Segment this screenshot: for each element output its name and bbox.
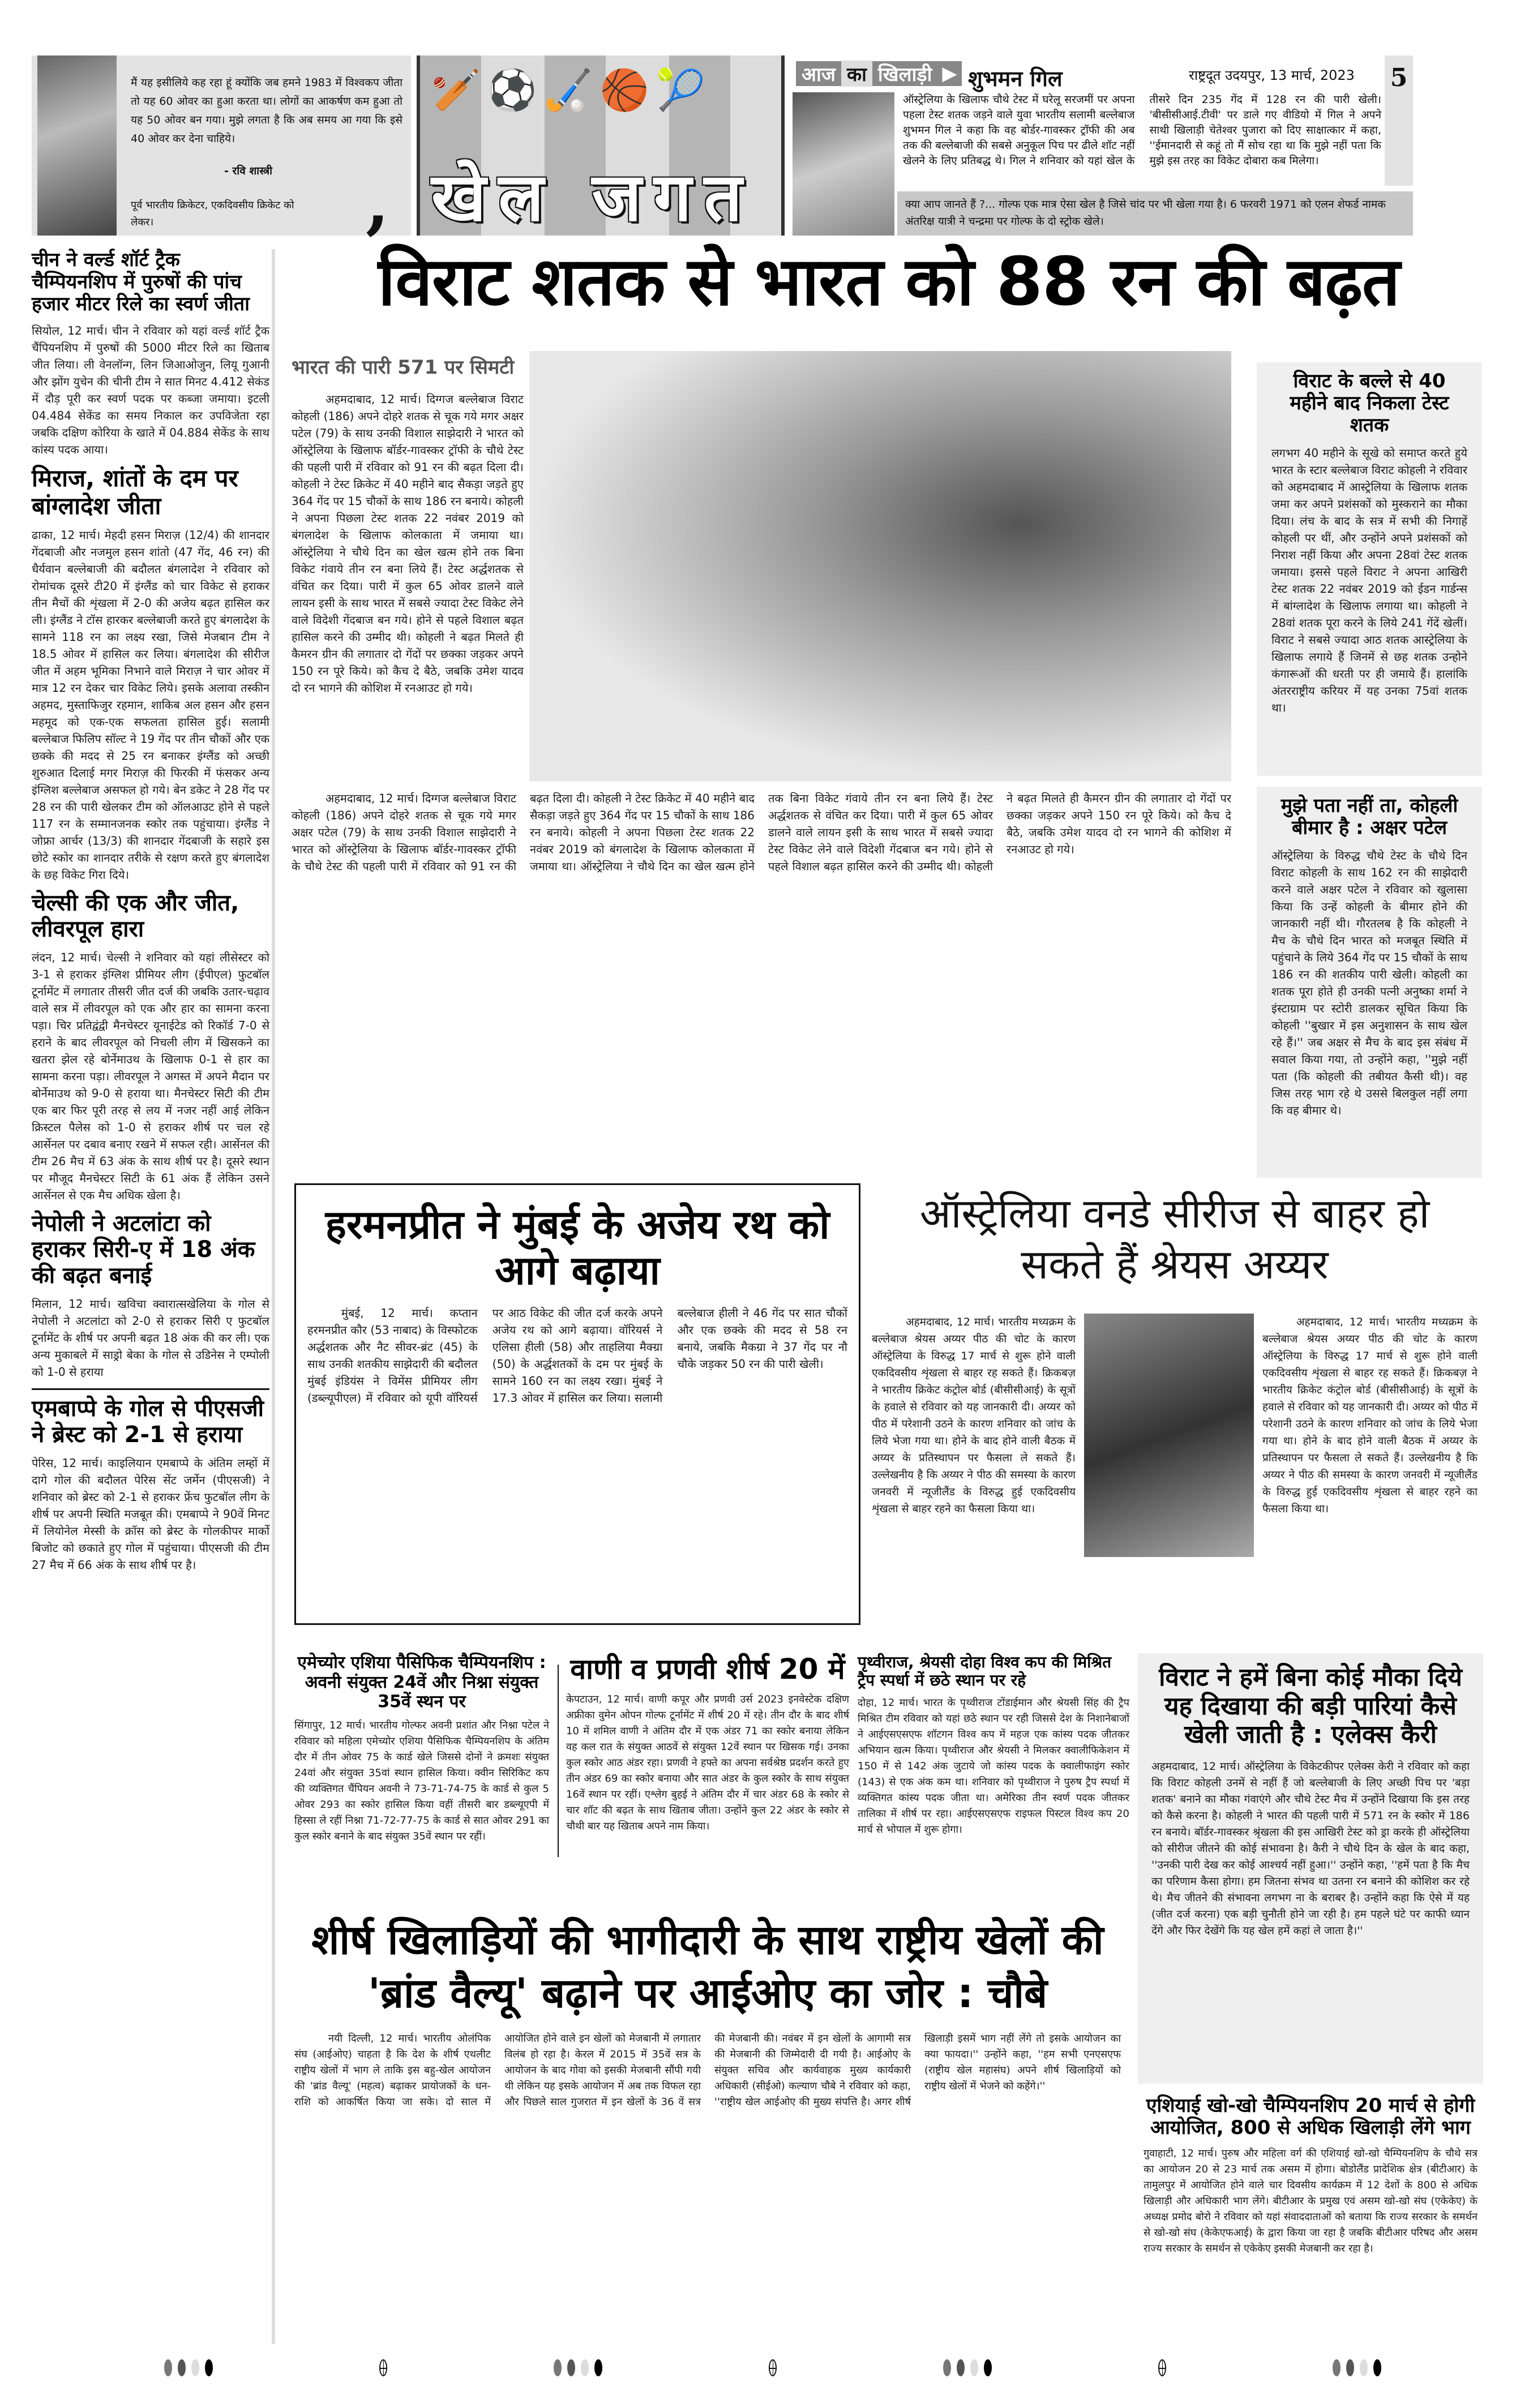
- article-bangladesh: [32, 465, 269, 883]
- crosshair-icon: [379, 2359, 387, 2376]
- lead-paragraph: अहमदाबाद, 12 मार्च। दिग्गज बल्लेबाज विराट कोहली (186) अपने दोहरे शतक से चूक गये मगर अक्षर पटेल (79) के साथ उनकी विशाल साझेदारी ने भारत को ऑस्ट्रेलिया के खिलाफ बॉर्डर-गावस्कर ट्रॉफी के चौथे टेस्ट की पहली पारी में रविवार को 91 रन की बढ़त दिला दी। कोहली ने टेस्ट क्रिकेट में 40 महीने बाद सैकड़ा जड़ते हुए 364 गेंद पर 15 चौकों के साथ 186 रन बनाये। कोहली ने अपना पिछला टेस्ट शतक 22 नवंबर 2019 को बंगलादेश के खिलाफ कोलकाता में जमाया था। ऑस्ट्रेलिया ने चौथे दिन का खेल खत्म होने तक बिना विकेट गंवाये तीन रन बना लिये हैं। टेस्ट अर्द्धशतक से वंचित कर दिया। पारी में कुल 65 ओवर डालने वाले लायन इसी के साथ भारत में सबसे ज्यादा टेस्ट विकेट लेने वाले विदेशी गेंदबाज बन गये। होने से पहले विशाल बढ़त हासिल करने की उम्मीद थी। कोहली ने बढ़त मिलते ही कैमरन ग्रीन की लगातार दो गेंदों पर छक्का जड़कर अपने 150 रन पूरे किये। को कैच दे बैठे, जबकि उमेश यादव दो रन भागने की कोशिश में रनआउट हो गये।: [292, 392, 524, 695]
- article-body: ढाका, 12 मार्च। मेहदी हसन मिराज़ (12/4) की शानदार गेंदबाजी और नजमुल हसन शांतो (47 गेंद, 46 रन) की धैर्यवान बल्लेबाजी की बदौलत बंगलादेश ने रविवार को रोमांचक दूसरे टी20 में इंग्लैंड को चार विकेट से हराकर तीन मैचों की शृंखला में 2-0 की अजेय बढ़त हासिल कर ली। इंग्लैंड ने टॉस हारकर बल्लेबाजी करते हुए बंगलादेश के सामने 118 रन का लक्ष्य रखा, जिसे मेजबान टीम ने 18.5 ओवर में हासिल कर लिया। बंगलादेश की सीरीज जीत में अहम भूमिका निभाने वाले मिराज़ ने चार ओवर में मात्र 12 रन देकर चार विकेट लिये। इसके अलावा तस्कीन अहमद, मुस्ताफिजुर रहमान, शाकिब अल हसन और हसन महमूद को एक-एक सफलता हासिल हुई। सलामी बल्लेबाज फिलिप सॉल्ट ने 19 गेंद पर तीन चौकों और एक छक्के की मदद से 25 रन बनाकर इंग्लैंड को अच्छी शुरुआत दिलाई मगर मिराज़ की फिरकी में फंसकर अन्य इंग्लिश बल्लेबाज असफल हो गये। बेन डकेट ने 28 गेंद पर 28 रन की पारी खेलकर टीम को ऑलआउट होने से पहले 117 रन के सम्मानजनक स्कोर तक पहुंचाया। इंग्लैंड ने जोफ्रा आर्चर (13/3) की शानदार गेंदबाजी के सहारे इस छोटे स्कोर का शानदार तरीके से रक्षण करते हुए बंगलादेश के छह विकेट गिरा दिये।: [32, 528, 269, 882]
- quote-caption: पूर्व भारतीय क्रिकेटर, एकदिवसीय क्रिकेट को लेकर।: [131, 199, 294, 228]
- article-body: लगभग 40 महीने के सूखे को समाप्त करते हुये भारत के स्टार बल्लेबाज विराट कोहली ने रविवार को अहमदाबाद में आस्ट्रेलिया के खिलाफ शतक जमा कर अपने प्रशंसकों को मुस्कराने का मौका दिया। लंच के बाद के सत्र में सभी की निगाहें कोहली पर थीं, और उन्होंने अपने प्रशंसकों को निराश नहीं किया और अपना 28वां टेस्ट शतक जमाया। इससे पहले विराट ने अपना आखिरी टेस्ट शतक 22 नवंबर 2019 को ईडन गार्डन्स में बांग्लादेश के खिलाफ लगाया था। कोहली ने 28वां शतक पूरा करने के लिये 241 गेंदें खेलीं। विराट ने सबसे ज्यादा आठ शतक आस्ट्रेलिया के खिलाफ लगाये हैं जिनमें से छह शतक उन्होने कंगारूओं की धरती पर ही जमाये हैं। हालांकि अंतरराष्ट्रीय करियर में यह उनका 75वां शतक था।: [1271, 446, 1467, 715]
- quote-mark-icon: ,: [366, 162, 389, 242]
- headline: नेपोली ने अटलांटा को हराकर सिरी-ए में 18 अंक की बढ़त बनाई: [32, 1210, 255, 1289]
- article-body: मिलान, 12 मार्च। खविचा क्वारात्सखेलिया के गोल से नेपोली ने अटलांटा को 2-0 से हराकर सिरी ए फुटबॉल टूर्नामेंट के शीर्ष पर अपनी बढ़त 18 अंक की कर ली। एक अन्य मुकाबले में साड्रो बेका के गोल से उडिनेस ने एम्पोली को 1-0 से हराया: [32, 1297, 269, 1379]
- article-napoli: [32, 1211, 269, 1380]
- article-body: सियोल, 12 मार्च। चीन ने रविवार को यहां वर्ल्ड शॉर्ट ट्रैक चैंपियनशिप में पुरुषों की 5000 मीटर रिले का खिताब जीत लिया। ली वेनलॉन्ग, लिन जिआओजुन, लियू गुआनी और झोंग युचेन की चीनी टीम ने सात मिनट 4.412 सेकंड में दौड़ पूरी कर स्वर्ण पदक पर कब्जा जमाया। इटली 04.484 सेकेंड का समय निकाल कर उपविजेता रहा जबकि दक्षिण कोरिया के खाते में 04.884 सेकेंड के साथ कांस्य पदक आया।: [32, 324, 269, 457]
- headline: विराट ने हमें बिना कोई मौका दिये यह दिखाया की बड़ी पारियां कैसे खेली जाती है : एलेक्स कैरी: [1159, 1663, 1462, 1750]
- headline: विराट के बल्ले से 40 महीने बाद निकला टेस्ट शतक: [1290, 370, 1449, 437]
- sports-icons: 🏏⚽🏑🏀🎾: [431, 67, 712, 113]
- article-chelsea: [32, 890, 269, 1204]
- color-bar: [943, 2359, 992, 2376]
- article-kho-kho: [1138, 2095, 1483, 2350]
- player-of-day: [793, 55, 1413, 236]
- ravi-shastri-photo: [37, 55, 117, 236]
- article-ioa: [283, 1914, 1132, 2350]
- label-aaj: आज: [802, 63, 836, 86]
- player-label: [796, 61, 962, 86]
- quote-text: मैं यह इसीलिये कह रहा हूं क्योंकि जब हमने 1983 में विश्वकप जीता तो यह 60 ओवर का हुआ करता था। लोगों का आकर्षण कम हुआ तो यह 50 ओवर बन गया। मुझे लगता है कि अब समय आ गया कि इसे 40 ओवर कर देना चाहिये।: [131, 76, 402, 145]
- headline: वाणी व प्रणवी शीर्ष 20 में: [570, 1653, 845, 1686]
- crosshair-icon: [1158, 2359, 1166, 2376]
- headline: चेल्सी की एक और जीत, लीवरपूल हारा: [32, 889, 239, 942]
- color-bar: [1333, 2359, 1381, 2376]
- article-psg: [32, 1388, 269, 1573]
- quote-box: [32, 55, 411, 242]
- column-divider: [272, 249, 275, 2344]
- arrow-right-icon: ▶: [942, 62, 957, 85]
- article-vani-pranavi: [566, 1653, 849, 1880]
- shreyas-iyer-photo: [1084, 1314, 1254, 1557]
- headline: ऑस्ट्रेलिया वनडे सीरीज से बाहर हो सकते हैं श्रेयस अय्यर: [919, 1190, 1430, 1288]
- article-amateur-asia: [294, 1653, 549, 1880]
- headline: पृथ्वीराज, श्रेयसी दोहा विश्व कप की मिश्रित ट्रैप स्पर्धा में छठे स्थान पर रहे: [858, 1653, 1112, 1690]
- lead-body-b: [292, 790, 1231, 1107]
- article-body: केपटाउन, 12 मार्च। वाणी कपूर और प्रणवी उर्स 2023 इनवेस्टेक दक्षिण अफ्रीका वुमेन ओपन गोल्फ टूर्नामेंट में शीर्ष 20 में रहे। तीन दौर के बाद शीर्ष 10 में शमिल वाणी ने अंतिम दौर में एक अंडर 71 का स्कोर बनाया लेकिन वह कल रात के संयुक्त आठवें से संयुक्त 12वें स्थान पर खिसक गई। उनका कुल स्कोर आठ अंडर रहा। प्रणवी ने हफ्ते का अपना सर्वश्रेष्ठ प्रदर्शन करते हुए तीन अंडर 69 का स्कोर बनाया और सात अंडर के कुल स्कोर के साथ संयुक्त 16वें स्थान पर रहीं। एश्लेग बुहई ने अंतिम दौर में चार अंडर 68 के स्कोर से चार शॉट की बढ़त के साथ खिताब जीता। उन्होंने कुल 22 अंडर के स्कोर से चौथी बार यह खिताब अपने नाम किया।: [566, 1693, 849, 1832]
- article-body: अहमदाबाद, 12 मार्च। ऑस्ट्रेलिया के विकेटकीपर एलेक्स केरी ने रविवार को कहा कि विराट कोहली उनमें से नहीं हैं जो बल्लेबाजी के लिए अच्छी पिच पर 'बड़ा शतक' बनाने का मौका गंवाएंगे और चौथे टेस्ट मैच में उन्होंने दिखाया कि इस तरह को कैसे करना है। कोहली ने भारत की पहली पारी में 571 रन के स्कोर में 186 रन बनाये। बॉर्डर-गावस्कर श्रृंखला की इस आखिरी टेस्ट को ड्रा करके ही ऑस्ट्रेलिया को सीरीज जीतने की कोई संभावना है। कैरी ने चौथे दिन के खेल के बाद कहा, ''उनकी पारी देख कर कोई आश्चर्य नहीं हुआ।'' उन्होंने कहा, ''हमें पता है कि मैच का परिणाम कैसा होगा। हम जितना संभव था उतना रन बनाने की कोशिश कर रहे थे। मैच जीतने की संभावना लगभग ना के बराबर है। उन्होंने कहा कि ऐसे में यह (जीत दर्ज करना) एक बड़ी चुनौती होने जा रही है। हम पहले घंटे पर काफी ध्यान देंगे और फिर देखेंगे कि यह खेल हमें कहां ले जाता है।'': [1151, 1760, 1470, 1937]
- shubman-gill-photo: [793, 92, 894, 236]
- article-harmanpreet: [294, 1183, 860, 1625]
- print-registration-marks: [164, 2359, 1381, 2376]
- article-body: सिंगापुर, 12 मार्च। भारतीय गोल्फर अवनी प्रशांत और निश्ना पटेल ने रविवार को महिला एमेच्योर एशिया पैसिफिक चैम्पियनशिप के अंतिम दौर में तीन ओवर 75 के कार्ड खेले जिससे दोनों ने क्रमशः संयुक्त 24वां और संयुक्त 35वां स्थान हासिल किया। क्वीन सिरिकिट कप की व्यक्तिगत चैंपियन अवनी ने 73-71-74-75 के कार्ड से कुल 5 ओवर 293 का स्कोर हासिल किया वहीं तीसरी बार डब्ल्यूएपी में हिस्सा ले रहीं निश्ना 71-72-77-75 के कार्ड से सात ओवर 291 का कुल स्कोर बनाने के बाद संयुक्त 35वें स्थान पर रहीं।: [294, 1719, 549, 1842]
- page-number: 5: [1385, 55, 1413, 186]
- article-alex-carey: [1138, 1653, 1483, 2084]
- headline: शीर्ष खिलाड़ियों की भागीदारी के साथ राष्ट्रीय खेलों की 'ब्रांड वैल्यू' बढ़ाने पर आईओए का जोर : चौबे: [311, 1916, 1104, 2017]
- article-body: गुवाहाटी, 12 मार्च। पुरुष और महिला वर्ग की एशियाई खो-खो चैम्पियनशिप के चौथे सत्र का आयोजन 20 से 23 मार्च तक असम में होगा। बोडोलैंड प्रादेशिक क्षेत्र (बीटीआर) के तामुलपुर में आयोजित होने वाले चार दिवसीय कार्यक्रम में 12 देशों के 800 से अधिक खिलाड़ी और अधिकारी भाग लेंगे। बीटीआर के प्रमुख एवं असम खो-खो संघ (एकेकेए) के अध्यक्ष प्रमोद बोरो ने रविवार को यहां संवाददाताओं को बताया कि राज्य सरकार के समर्थन से खो-खो संघ (केकेएफआई) के द्वारा किया जा रहा है जबकि बीटीआर परिषद और असम राज्य सरकार के समर्थन से एकेकेए इसकी मेजबानी कर रहा है।: [1144, 2148, 1478, 2255]
- color-bar: [164, 2359, 213, 2376]
- article-shreyas: [866, 1183, 1483, 1625]
- article-body-a: अहमदाबाद, 12 मार्च। भारतीय मध्यक्रम के बल्लेबाज श्रेयस अय्यर पीठ की चोट के कारण ऑस्ट्रेलिया के विरुद्ध 17 मार्च से शुरू होने वाली एकदिवसीय शृंखला से बाहर रह सकते हैं। क्रिकबज़ ने भारतीय क्रिकेट कंट्रोल बोर्ड (बीसीसीआई) के सूत्रों के हवाले से रविवार को यह जानकारी दी। अय्यर को पीठ में परेशानी उठने के कारण शनिवार को जांच के लिये भेजा गया था। होने के बाद होने वाली बैठक में अय्यर के प्रतिस्थापन पर फैसला ले सकते हैं। उल्लेखनीय है कि अय्यर ने पीठ की समस्या के कारण जनवरी में न्यूजीलैंड के विरुद्ध हुई एकदिवसीय शृंखला से बाहर रहने का फैसला किया था।: [872, 1316, 1076, 1515]
- article-body: ऑस्ट्रेलिया के विरुद्ध चौथे टेस्ट के चौथे दिन विराट कोहली के साथ 162 रन की साझेदारी करने वाले अक्षर पटेल ने रविवार को खुलासा किया कि उन्हें कोहली के बीमार होने की जानकारी नहीं थी। गौरतलब है कि कोहली ने मैच के चौथे दिन भारत को मजबूत स्थिति में पहुंचाने के लिये 364 गेंद पर 15 चौकों के साथ 186 रन की शतकीय पारी खेली। कोहली का शतक पूरा होते ही उनकी पत्नी अनुष्का शर्मा ने इंस्टाग्राम पर स्टोरी डालकर सूचित किया कि कोहली ''बुखार में इस अनुशासन के साथ खेल रहे हैं।'' जब अक्षर से मैच के बाद इस संबंध में सवाल किया गया, तो उन्होंने कहा, ''मुझे नहीं पता (कि कोहली की तबीयत कैसी थी)। वह जिस तरह भाग रहे थे उससे बिलकुल नहीं लगा कि वह बीमार थे।: [1271, 849, 1467, 1118]
- article-china-relay: [32, 249, 269, 458]
- dateline: राष्ट्रदूत उदयपुर, 13 मार्च, 2023: [1189, 67, 1355, 83]
- article-body-b: अहमदाबाद, 12 मार्च। भारतीय मध्यक्रम के बल्लेबाज श्रेयस अय्यर पीठ की चोट के कारण ऑस्ट्रेलिया के विरुद्ध 17 मार्च से शुरू होने वाली एकदिवसीय शृंखला से बाहर रह सकते हैं। क्रिकबज़ ने भारतीय क्रिकेट कंट्रोल बोर्ड (बीसीसीआई) के सूत्रों के हवाले से रविवार को यह जानकारी दी। अय्यर को पीठ में परेशानी उठने के कारण शनिवार को जांच के लिये भेजा गया था। होने के बाद होने वाली बैठक में अय्यर के प्रतिस्थापन पर फैसला ले सकते हैं। उल्लेखनीय है कि अय्यर ने पीठ की समस्या के कारण जनवरी में न्यूजीलैंड के विरुद्ध हुई एकदिवसीय शृंखला से बाहर रहने का फैसला किया था।: [1262, 1316, 1478, 1515]
- headline: एमेच्योर एशिया पैसिफिक चैम्पियनशिप : अवनी संयुक्त 24वें और निश्ना संयुक्त 35वें स्थन पर: [297, 1653, 546, 1712]
- article-body: नयी दिल्ली, 12 मार्च। भारतीय ओलंपिक संघ (आईओए) चाहता है कि देश के शीर्ष एथलीट राष्ट्रीय खेलों में भाग ले ताकि इस बहु-खेल आयोजन की 'ब्रांड वैल्यू' (महत्व) बढ़ाकर प्रायोजकों के धन-राशि को आकर्षित किया जा सके। दो साल में आयोजित होने वाले इन खेलों को मेजबानी में लगातार विलंब हो रहा है। केरल में 2015 में 35वें सत्र के आयोजन के बाद गोवा को इसकी मेजबानी सौंपी गयी थी लेकिन यह इसके आयोजन में अब तक विफल रहा और पिछले साल गुजरात में इन खेलों के 36 वें सत्र की मेजबानी की। नवंबर में इन खेलों के आगामी सत्र की मेजबानी की जिम्मेदारी दी गयी है। आईओए के संयुक्त सचिव और कार्यवाहक मुख्य कार्यकारी अधिकारी (सीईओ) कल्याण चौबे ने रविवार को कहा, ''राष्ट्रीय खेल आईओए की मुख्य संपत्ति है। अगर शीर्ष खिलाड़ी इसमें भाग नहीं लेंगे तो इसके आयोजन का क्या फायदा।'' उन्होंने कहा, ''हम सभी एनएसएफ (राष्ट्रीय खेल महासंघ) अपने शीर्ष खिलाड़ियों को राष्ट्रीय खेलों में भेजने को कहेंगे।'': [294, 2033, 1121, 2108]
- headline: एमबाप्पे के गोल से पीएसजी ने ब्रेस्ट को 2-1 से हराया: [32, 1395, 264, 1448]
- headline: मिराज, शांतों के दम पर बांग्लादेश जीता: [32, 464, 238, 520]
- label-khiladi: खिलाड़ी: [877, 63, 932, 86]
- article-body: लंदन, 12 मार्च। चेल्सी ने शनिवार को यहां लीसेस्टर को 3-1 से हराकर इंग्लिश प्रीमियर लीग (ईपीएल) फुटबॉल टूर्नामेंट में लगातार तीसरी जीत दर्ज की जबकि उतार-चढ़ाव वाले सत्र में लीवरपूल को एक और हार का सामना करना पड़ा। चिर प्रतिद्वंद्वी मैनचेस्टर यूनाईटेड को रिकॉर्ड 7-0 से हराने के बाद लीवरपूल को निचली लीग में खिसकने का खतरा झेल रहे बोर्नेमाउथ के खिलाफ 0-1 से हार का सामना करना पड़ा। लीवरपूल ने अगस्त में अपने मैदान पर बोर्नेमाउथ को 9-0 से हराया था। मैनचेस्टर सिटी की टीम एक बार फिर पूरी तरह से लय में नजर नहीं आई लेकिन क्रिस्टल पैलेस को 1-0 से हराकर शीर्ष पर चल रहे आर्सेनल पर दबाव बनाए रखने में सफल रही। आर्सेनल की टीम 26 मैच में 63 अंक के साथ शीर्ष पर है। दूसरे स्थान पर मौजूद मैनचेस्टर सिटी के 61 अंक हैं लेकिन उसने आर्सेनल से एक मैच अधिक खेला है।: [32, 950, 269, 1202]
- lead-paragraph-cont: अहमदाबाद, 12 मार्च। दिग्गज बल्लेबाज विराट कोहली (186) अपने दोहरे शतक से चूक गये मगर अक्षर पटेल (79) के साथ उनकी विशाल साझेदारी ने भारत को ऑस्ट्रेलिया के खिलाफ बॉर्डर-गावस्कर ट्रॉफी के चौथे टेस्ट की पहली पारी में रविवार को 91 रन की बढ़त दिला दी। कोहली ने टेस्ट क्रिकेट में 40 महीने बाद सैकड़ा जड़ते हुए 364 गेंद पर 15 चौकों के साथ 186 रन बनाये। कोहली ने अपना पिछला टेस्ट शतक 22 नवंबर 2019 को बंगलादेश के खिलाफ कोलकाता में जमाया था। ऑस्ट्रेलिया ने चौथे दिन का खेल खत्म होने तक बिना विकेट गंवाये तीन रन बना लिये हैं। टेस्ट अर्द्धशतक से वंचित कर दिया। पारी में कुल 65 ओवर डालने वाले लायन इसी के साथ भारत में सबसे ज्यादा टेस्ट विकेट लेने वाले विदेशी गेंदबाज बन गये। होने से पहले विशाल बढ़त हासिल करने की उम्मीद थी। कोहली ने बढ़त मिलते ही कैमरन ग्रीन की लगातार दो गेंदों पर छक्का जड़कर अपने 150 रन पूरे किये। को कैच दे बैठे, जबकि उमेश यादव दो रन भागने की कोशिश में रनआउट हो गये।: [292, 792, 1231, 873]
- article-body: पेरिस, 12 मार्च। काइलियान एमबाप्पे के अंतिम लम्हों में दागे गोल की बदौलत पेरिस सेंट जर्मेन (पीएसजी) ने शनिवार को ब्रेस्ट को 2-1 से हराकर फ्रेंच फुटबॉल लीग के शीर्ष पर अपनी स्थिति मजबूत की। एमबाप्पे ने 90वें मिनट में लियोनेल मेस्सी के क्रॉस को ब्रेस्ट के गोलकीपर मार्को बिजोट को छकाते हुए गोल में पहुंचाया। पीएसजी की टीम 27 मैच में 66 अंक के साथ शीर्ष पर है।: [32, 1456, 269, 1572]
- lead-subhead: भारत की पारी 571 पर सिमटी: [292, 356, 515, 379]
- left-column: [32, 249, 269, 2338]
- crosshair-icon: [769, 2359, 777, 2376]
- sidebar-axar-patel: [1257, 787, 1482, 1178]
- label-ka: का: [841, 61, 872, 87]
- quote-author: - रवि शास्त्री: [224, 165, 273, 177]
- player-text: ऑस्ट्रेलिया के खिलाफ चौथे टेस्ट में घरेलू सरजमीं पर अपना पहला टेस्ट शतक जड़ने वाले युवा भारतीय सलामी बल्लेबाज शुभमन गिल ने कहा कि वह बोर्डर-गावस्कर ट्रॉफी की अब तक की बल्लेबाजी की सबसे अनुकूल पिच पर ढीले शॉट नहीं खेलने के लिए प्रतिबद्ध थे। गिल ने शनिवार को यहां खेल के तीसरे दिन 235 गेंद में 128 रन की पारी खेली। 'बीसीसीआई.टीवी' पर डाले गए वीडियो में गिल ने अपने साथी खिलाड़ी चेतेश्वर पुजारा को दिए साक्षात्कार में कहा, ''ईमानदारी से कहूं तो मैं सोच रहा था कि मुझे नहीं पता कि मुझे इस तरह का विकेट दोबारा कब मिलेगा।: [903, 93, 1381, 167]
- headline: मुझे पता नहीं ता, कोहली बीमार है : अक्षर पटेल: [1281, 794, 1458, 840]
- article-prithviraj: [858, 1653, 1129, 1880]
- masthead: [32, 55, 1413, 242]
- article-body: दोहा, 12 मार्च। भारत के पृथ्वीराज टोंडाईमान और श्रेयसी सिंह की ट्रैप मिश्रित टीम रविवार को यहां छठे स्थान पर रही जिससे देश के निशानेबाजों ने आईएसएसएफ शॉटगन विश्व कप में महज एक कांस्य पदक जीतकर अभियान खत्म किया। पृथ्वीराज और श्रेयसी ने मिलकर क्वालीफिकेशन में 150 में से 142 अंक जुटाये जो कांस्य पदक के क्वालीफाइंग स्कोर (143) से एक अंक कम था। शनिवार को पृथ्वीराज ने पुरुष ट्रैप स्पर्धा में व्यक्तिगत कांस्य पदक जीता था। अमेरिका तीन स्वर्ण पदक जीतकर तालिका में शीर्ष पर रहा। आईएसएसएफ राइफल पिस्टल विश्व कप 20 मार्च से भोपाल में शुरू होगा।: [858, 1697, 1129, 1836]
- did-you-know: क्या आप जानते हैं ?... गोल्फ एक मात्र ऐसा खेल है जिसे चांद पर भी खेला गया है। 6 फरवरी 1971 को एलन शेफर्ड नामक अंतरिक्ष यात्री ने चन्द्रमा पर गोल्फ के दो स्ट्रोक खेले।: [897, 191, 1413, 236]
- headline: हरमनप्रीत ने मुंबई के अजेय रथ को आगे बढ़ाया: [325, 1201, 830, 1294]
- color-bar: [554, 2359, 602, 2376]
- section-banner: [417, 55, 785, 236]
- section-title: खेल जगत: [431, 158, 755, 236]
- headline: एशियाई खो-खो चैम्पियनशिप 20 मार्च से होगी आयोजित, 800 से अधिक खिलाड़ी लेंगे भाग: [1146, 2094, 1475, 2140]
- article-body: मुंबई, 12 मार्च। कप्तान हरमनप्रीत कौर (53 नाबाद) के विस्फोटक अर्द्धशतक और नैट सीवर-ब्रंट (45) के साथ उनकी शतकीय साझेदारी की बदौलत मुंबई इंडियंस ने विमेंस प्रीमियर लीग (डब्ल्यूपीएल) में रविवार को यूपी वॉरियर्स पर आठ विकेट की जीत दर्ज करके अपने अजेय रथ को आगे बढ़ाया। वॉरियर्स ने एलिसा हीली (58) और ताहलिया मैक्ग्रा (50) के अर्द्धशतकों के दम पर मुंबई के सामने 160 रन का लक्ष्य रखा। मुंबई ने 17.3 ओवर में हासिल कर लिया। सलामी बल्लेबाज हीली ने 46 गेंद पर सात चौकों और एक छक्के की मदद से 58 रन बनाये, जबकि मैकग्रा ने 37 गेंद पर नौ चौके जड़कर 50 रन की पारी खेली।: [307, 1306, 847, 1405]
- column-divider: [558, 1665, 559, 1857]
- lead-body-a: [292, 391, 524, 787]
- virat-kohli-photo: [529, 351, 1231, 781]
- sidebar-virat-century: [1257, 362, 1482, 776]
- player-name: शुभमन गिल: [968, 66, 1063, 91]
- lead-headline: विराट शतक से भारत को 88 रन की बढ़त: [378, 242, 1400, 320]
- headline: चीन ने वर्ल्ड शॉर्ट ट्रैक चैम्पियनशिप में पुरुषों की पांच हजार मीटर रिले का स्वर्ण जीता: [32, 249, 250, 316]
